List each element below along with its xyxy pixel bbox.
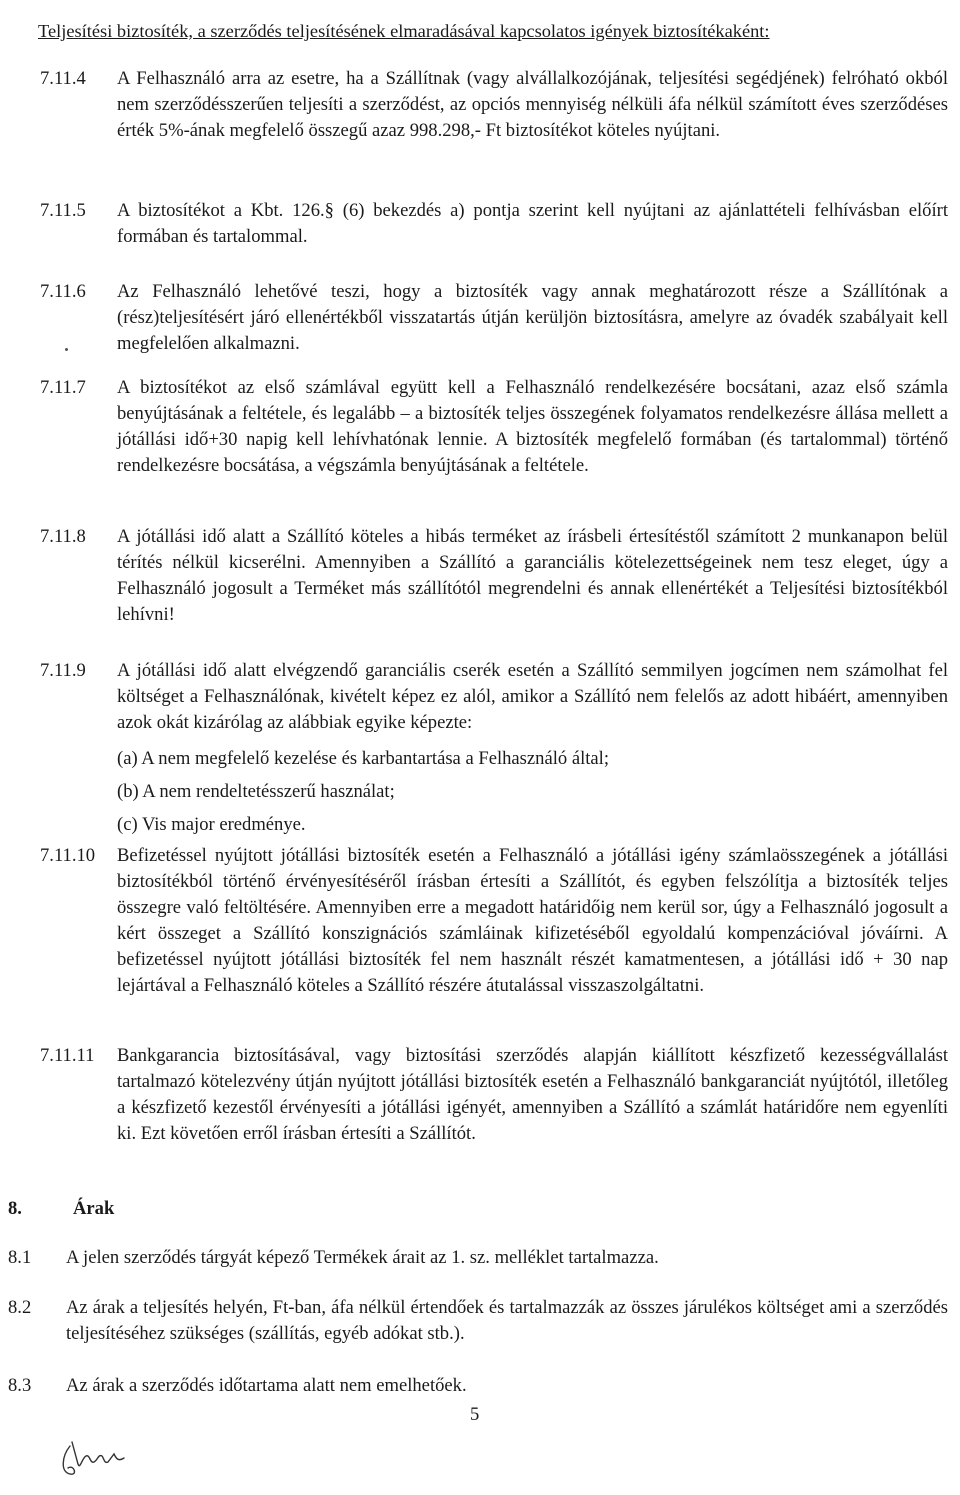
clause-text: Az árak a teljesítés helyén, Ft-ban, áfa nélkül értendőek és tartalmazzák az összes járulékos költséget ami a szerződés teljesítéséhez szükséges (szállítás, egyéb adókat stb.).	[66, 1297, 948, 1344]
clause-number: 7.11.7	[40, 377, 86, 398]
list-item: (a) A nem megfelelő kezelése és karbantartása a Felhasználó által;	[117, 748, 609, 769]
clause-7-11-6	[40, 279, 948, 357]
section-number: 8.	[8, 1198, 22, 1219]
scan-speck	[65, 348, 68, 351]
clause-7-11-11	[40, 1043, 948, 1147]
clause-7-11-10	[40, 843, 948, 999]
clause-number: 7.11.8	[40, 526, 86, 547]
clause-number: 8.3	[8, 1375, 32, 1396]
clause-text: A jelen szerződés tárgyát képező Termékek árait az 1. sz. melléklet tartalmazza.	[66, 1247, 659, 1268]
clause-7-11-8	[40, 524, 948, 628]
clause-number: 7.11.4	[40, 68, 86, 89]
page-header: Teljesítési biztosíték, a szerződés teljesítésének elmaradásával kapcsolatos igények biztosítékaként:	[38, 21, 770, 41]
clause-text: A biztosítékot az első számlával együtt kell a Felhasználó rendelkezésére bocsátani, azaz első számla benyújtásának a feltétele, és legalább – a biztosíték teljes összegének folyamatos rendelkezésre állása mellett a jótállási idő+30 napig kell lehívhatónak lennie. A biztosíték megfelelő formában (és tartalommal) történő rendelkezésre bocsátása, a végszámla benyújtásának a feltétele.	[117, 377, 948, 476]
clause-text: Az árak a szerződés időtartama alatt nem emelhetőek.	[66, 1375, 467, 1396]
clause-number: 7.11.5	[40, 200, 86, 221]
handwritten-signature	[56, 1434, 136, 1484]
clause-number: 7.11.10	[40, 845, 96, 866]
clause-7-11-5	[40, 198, 948, 250]
clause-8-3	[8, 1373, 948, 1399]
clause-text: A Felhasználó arra az esetre, ha a Szállítnak (vagy alvállalkozójának, teljesítési segédjének) felróható okból nem szerződésszerűen teljesíti a szerződést, az opciós mennyiség nélküli áfa nélkül számított éves szerződéses érték 5%-ának megfelelő összegű azaz 998.298,- Ft biztosítékot köteles nyújtani.	[117, 68, 948, 141]
clause-text: A jótállási idő alatt elvégzendő garanciális cserék esetén a Szállító semmilyen jogcímen nem számolhat fel költséget a Felhasználónak, kivételt képez ez alól, amikor a Szállító nem felelős az adott hibáért, amennyiben azok okát kizárólag az alábbiak egyike képezte:	[117, 660, 948, 733]
clause-number: 7.11.11	[40, 1045, 95, 1066]
list-item: (c) Vis major eredménye.	[117, 814, 306, 835]
clause-7-11-4	[40, 66, 948, 144]
clause-number: 8.1	[8, 1247, 32, 1268]
clause-8-1	[8, 1245, 948, 1271]
clause-8-2	[8, 1295, 948, 1347]
clause-number: 8.2	[8, 1297, 32, 1318]
clause-7-11-7	[40, 375, 948, 479]
section-title: Árak	[73, 1198, 115, 1219]
clause-text: Bankgarancia biztosításával, vagy biztosítási szerződés alapján kiállított készfizető kezességvállalást tartalmazó kötelezvény útján nyújtott jótállási biztosíték esetén a Felhasználó bankgaranciát nyújtótól, illetőleg a készfizető kezestől érvényesíti a jótállási igényét, amennyiben a Szállító a számlát határidőre nem egyenlíti ki. Ezt követően erről írásban értesíti a Szállítót.	[117, 1045, 948, 1144]
clause-text: A biztosítékot a Kbt. 126.§ (6) bekezdés a) pontja szerint kell nyújtani az ajánlattételi felhívásban előírt formában és tartalommal.	[117, 200, 948, 247]
clause-text: Az Felhasználó lehetővé teszi, hogy a biztosíték vagy annak meghatározott része a Szállítónak a (rész)teljesítésért járó ellenértékből visszatartás útján kerüljön biztosításra, amelyre az óvadék szabályait kell megfelelően alkalmazni.	[117, 281, 948, 354]
clause-text: Befizetéssel nyújtott jótállási biztosíték esetén a Felhasználó a jótállási igény számlaösszegének a jótállási biztosítékból történő érvényesítéséről írásban értesíti a Szállítót, és egyben felszólítja a biztosíték teljes összegre való feltöltésére. Amennyiben erre a megadott határidőig nem kerül sor, úgy a Felhasználó jogosult a kért összeget a Szállító konszignációs számláinak kifizetéséből egyoldalú kompenzációval jóváírni. A befizetéssel nyújtott jótállási biztosíték fel nem használt részét kamatmentesen, a jótállási idő + 30 nap lejártával a Felhasználó köteles a Szállító részére átutalással visszaszolgáltatni.	[117, 845, 948, 996]
clause-number: 7.11.9	[40, 660, 86, 681]
page-number: 5	[470, 1404, 480, 1425]
clause-7-11-9	[40, 658, 948, 845]
clause-text: A jótállási idő alatt a Szállító köteles a hibás terméket az írásbeli értesítéstől számított 2 munkanapon belül térítés nélkül kicserélni. Amennyiben a Szállító a garanciális kötelezettségeinek nem tesz eleget, úgy a Felhasználó jogosult a Terméket más szállítótól megrendelni és annak ellenértékét a Teljesítési biztosítékból lehívni!	[117, 526, 948, 625]
exception-list	[117, 746, 948, 838]
clause-number: 7.11.6	[40, 281, 86, 302]
list-item: (b) A nem rendeltetésszerű használat;	[117, 781, 395, 802]
